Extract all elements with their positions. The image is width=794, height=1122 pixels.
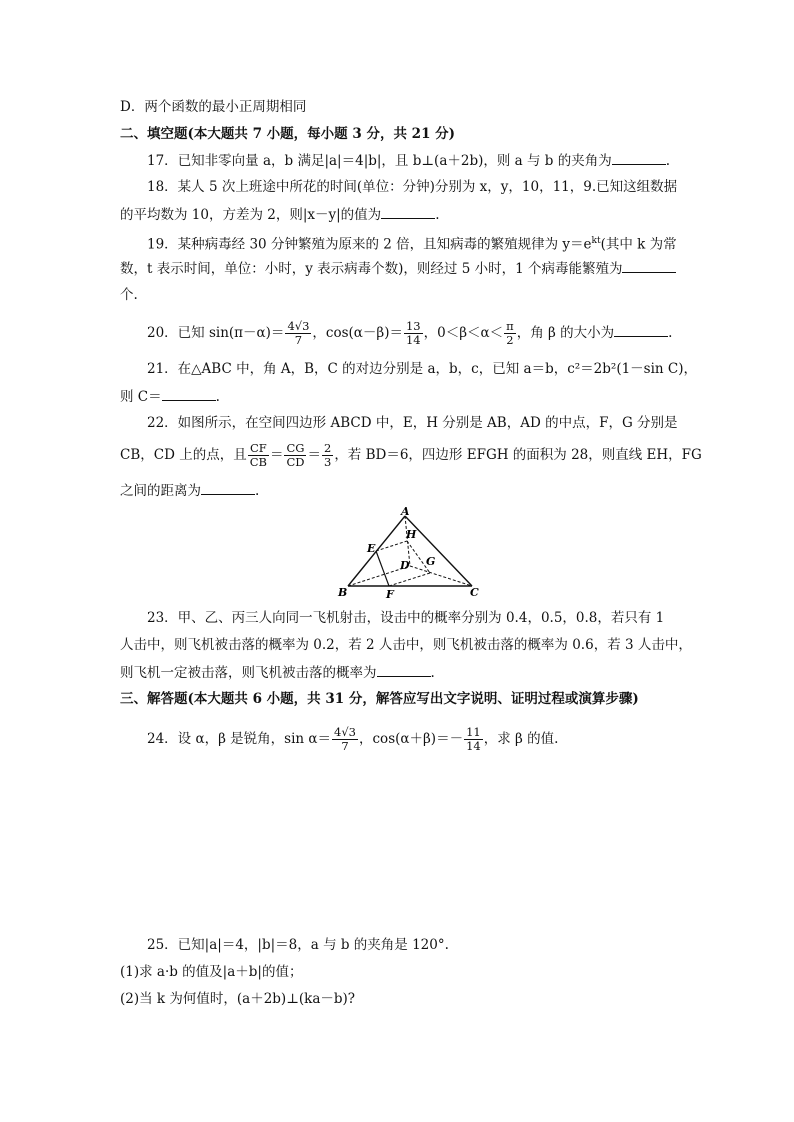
q24-text-a: 24．设 α，β 是锐角，sin α＝ [147, 731, 332, 747]
label-d: D [400, 559, 410, 572]
answer-blank [377, 662, 431, 677]
fraction-numerator: 2 [323, 441, 332, 455]
fraction [284, 442, 306, 469]
answer-blank [622, 258, 676, 273]
question-18-line-2: 的平均数为 10，方差为 2，则|x－y|的值为 . [120, 204, 439, 225]
q19-line-1-a: 19．某种病毒经 30 分钟繁殖为原来的 2 倍，且知病毒的繁殖规律为 y＝e [147, 236, 592, 253]
q20-text-a: 20．已知 sin(π－α)＝ [147, 325, 285, 341]
question-25-line-3: (2)当 k 为何值时，(a＋2b)⊥(ka－b)? [120, 991, 356, 1007]
label-a: A [401, 506, 410, 518]
question-19-line-1 [147, 231, 677, 255]
fraction [464, 726, 483, 753]
fraction-denominator: 14 [405, 333, 421, 347]
fraction [248, 442, 269, 469]
q23-line-3-text: 则飞机一定被击落，则飞机被击落的概率为 [120, 665, 377, 681]
fraction-denominator: 2 [506, 333, 514, 347]
label-g: G [426, 555, 436, 568]
q20-text-b: ，cos(α－β)＝ [312, 325, 403, 341]
question-21-line-1: 21．在△ABC 中，角 A，B，C 的对边分别是 a，b，c，已知 a＝b，c²＝2b²(1－sin C)， [147, 361, 698, 377]
question-23-line-1: 23．甲、乙、丙三人向同一飞机射击，设击中的概率分别为 0.4，0.5，0.8，若只有 1 [147, 610, 665, 626]
answer-blank [612, 150, 666, 165]
fraction-numerator: 13 [405, 319, 421, 333]
fraction-denominator: 3 [323, 455, 332, 469]
section-2-title: 二、填空题(本大题共 7 小题，每小题 3 分，共 21 分) [120, 126, 456, 142]
q17-num: 17． [147, 153, 178, 169]
label-h: H [406, 528, 417, 541]
fraction-numerator: 4√3 [334, 725, 356, 739]
question-19-line-3: 个. [120, 287, 138, 303]
question-18-line-1: 18．某人 5 次上班途中所花的时间(单位：分钟)分别为 x，y，10，11，9.已知这组数据 [147, 179, 678, 195]
answer-blank [381, 204, 435, 219]
fraction-denominator: CD [286, 455, 305, 469]
answer-blank [614, 322, 668, 337]
q20-text-c: ，0＜β＜α＜ [423, 325, 504, 341]
q22-line-3-text: 之间的距离为 [120, 483, 201, 499]
q20-text-d: ，角 β 的大小为 [516, 325, 615, 341]
option-d: D．两个函数的最小正周期相同 [120, 99, 307, 115]
question-22-line-1: 22．如图所示，在空间四边形 ABCD 中，E，H 分别是 AB，AD 的中点，F，G 分别是 [147, 415, 678, 431]
question-23-line-2: 人击中，则飞机被击落的概率为 0.2，若 2 人击中，则飞机被击落的概率为 0.6，若 3 人击中， [120, 637, 692, 653]
answer-blank [201, 480, 255, 495]
segment-ef [376, 551, 389, 586]
q19-exponent: kt [591, 236, 601, 246]
question-19-line-2 [120, 258, 676, 279]
fraction-denominator: 14 [466, 739, 481, 753]
q24-text-c: ，求 β 的值. [483, 731, 559, 747]
q19-line-1-b: (其中 k 为常 [600, 236, 677, 253]
q24-text-b: ，cos(α＋β)＝－ [359, 731, 464, 747]
fraction [504, 320, 516, 347]
fraction-denominator: CB [249, 455, 267, 469]
question-17: 17．已知非零向量 a，b 满足|a|＝4|b|，且 b⊥(a＋2b)，则 a 与 b 的夹角为 . [147, 150, 670, 171]
fraction-numerator: 11 [466, 725, 481, 739]
label-f: F [386, 588, 394, 598]
fraction [285, 320, 311, 347]
equals-sign: ＝ [307, 447, 321, 463]
question-25-line-1: 25．已知|a|＝4，|b|＝8，a 与 b 的夹角是 120°. [147, 937, 449, 953]
equals-sign: ＝ [269, 447, 284, 463]
question-20: 20．已知 sin(π－α)＝ $\frac{4√3}{7}$ ，cos(α－β)＝ $\frac{13}{14}$ ，0＜β＜α＜ $\frac{\pi}{2}$ ，角 β 的大小为 . [147, 319, 673, 347]
q17-text: 已知非零向量 a，b 满足|a|＝4|b|，且 b⊥(a＋2b)，则 a 与 b 的夹角为 [177, 153, 612, 169]
q22-text-b: ，若 BD＝6，四边形 EFGH 的面积为 28，则直线 EH，FG [334, 447, 702, 463]
question-25-line-2: (1)求 a·b 的值及|a＋b|的值； [120, 964, 303, 980]
q21-line-2-text: 则 C＝ [120, 389, 162, 405]
answer-blank [162, 386, 216, 401]
fraction [404, 320, 423, 347]
fraction-numerator: CF [248, 442, 269, 456]
segment-fg [389, 573, 430, 586]
question-21-line-2: 则 C＝ . [120, 386, 220, 407]
fraction-numerator: π [506, 319, 514, 333]
fraction-numerator: CG [284, 442, 306, 456]
question-22-line-3: 之间的距离为 . [120, 480, 259, 501]
label-b: B [338, 586, 348, 598]
fraction [332, 726, 358, 753]
question-24 [147, 724, 558, 754]
tetrahedron-figure [330, 506, 490, 598]
q18-line-2-text: 的平均数为 10，方差为 2，则|x－y|的值为 [120, 207, 382, 223]
fraction [322, 442, 333, 469]
section-3-title: 三、解答题(本大题共 6 小题，共 31 分，解答应写出文字说明、证明过程或演算步骤) [120, 691, 639, 707]
fraction-denominator: 7 [294, 333, 303, 347]
fraction-denominator: 7 [341, 739, 349, 753]
q19-line-2-text: 数，t 表示时间，单位：小时，y 表示病毒个数)，则经过 5 小时，1 个病毒能繁殖为 [120, 261, 623, 277]
q22-text-a: CB，CD 上的点，且 [120, 447, 247, 463]
label-e: E [367, 542, 376, 555]
question-23-line-3: 则飞机一定被击落，则飞机被击落的概率为 . [120, 662, 435, 683]
fraction-numerator: 4√3 [287, 319, 310, 333]
label-c: C [470, 586, 479, 598]
question-22-line-2 [120, 440, 702, 470]
